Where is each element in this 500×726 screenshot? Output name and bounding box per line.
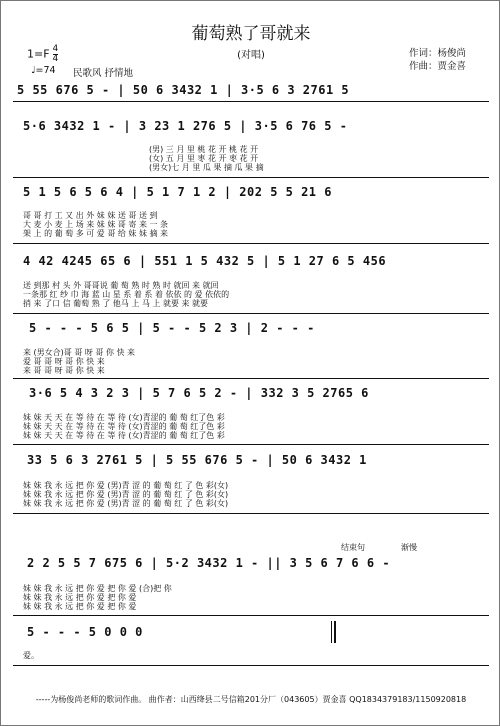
notation-row-2: 5·6 3432 1 - | 3 23 1 276 5 | 3·5 6 76 5 - (23, 119, 348, 133)
notation-row-7: 33 5 6 3 2761 5 | 5 55 676 5 - | 50 6 3432 1 (27, 453, 367, 467)
key-signature (27, 45, 58, 64)
song-subtitle: (对唱) (237, 50, 265, 61)
time-numerator: 4 (52, 44, 59, 54)
time-denominator: 4 (52, 54, 59, 64)
staff-rule (13, 378, 489, 379)
staff-rule (13, 101, 489, 102)
lyric-row-4-v1: 送 到那 村 头 外 哥哥说 葡 萄 熟 时 熟 时 就回 来 就回 (23, 281, 219, 290)
staff-rule (13, 615, 489, 616)
staff-rule (13, 513, 489, 514)
lyric-row-6-v1: 妹 妹 天 天 在 等 待 在 等 待 (女)青涩的 葡 萄 红了色 彩 (23, 413, 225, 422)
lyric-row-8-v1: 妹 妹 我 永 远 把 你 爱 把 你 爱 (合)把 你 (23, 584, 172, 593)
notation-row-1: 5 55 676 5 - | 50 6 3432 1 | 3·5 6 3 2761 5 (17, 83, 350, 97)
composer-credit: 作曲：贾金喜 (409, 61, 467, 72)
notation-row-9: 5 - - - 5 0 0 0 (27, 625, 143, 639)
lyric-row-7-v2: 妹 妹 我 永 远 把 你 爱 (男)青 涩 的 葡 萄 红 了 色 彩(女) (23, 490, 229, 499)
ritardando-mark: 渐慢 (401, 543, 417, 552)
ending-section-label: 结束句 (341, 543, 365, 552)
lyric-row-6-v3: 妹 妹 天 天 在 等 待 在 等 待 (女)青涩的 葡 萄 红了色 彩 (23, 431, 225, 440)
notation-row-4: 4 42 4245 65 6 | 551 1 5 432 5 | 5 1 27 6 5 456 (23, 254, 387, 268)
lyric-row-4-v2: 一条那 红 纱 巾 海 蓝 山 星 系 着 系 着 依依 的 爱 依依的 (23, 290, 230, 299)
staff-rule (13, 665, 489, 666)
lyric-row-5-v3: 来 哥 哥 呀 哥 你 快 来 (23, 366, 105, 375)
lyric-row-5-v2: 爱 哥 哥 呀 哥 你 快 来 (23, 357, 105, 366)
staff-rule (13, 313, 489, 314)
lyric-row-3-v1: 哥 哥 打 工 又 出 外 妹 妹 送 哥 送 到 (23, 211, 158, 220)
staff-rule (13, 177, 489, 178)
lyricist-credit: 作词：杨俊尚 (409, 48, 467, 59)
lyric-row-2-v1: (男) 三 月 里 桃 花 开 桃 花 开 (149, 145, 259, 154)
footer-credit: -----为杨俊尚老师的歌词作曲。 曲作者：山西绛县二号信箱201分厂（043605）贾金喜 QQ1834379183/1150920818 (35, 695, 467, 704)
lyric-row-2-v3: (男女)七 月 里 瓜 果 摘 瓜 果 摘 (149, 163, 264, 172)
time-signature (53, 45, 59, 64)
lyric-row-2-v2: (女) 五 月 里 枣 花 开 枣 花 开 (149, 154, 259, 163)
key-label: 1=F (27, 47, 50, 61)
song-title: 葡萄熟了哥就来 (191, 24, 311, 44)
lyric-row-7-v3: 妹 妹 我 永 远 把 你 爱 (男)青 涩 的 葡 萄 红 了 色 彩(女) (23, 499, 229, 508)
lyric-row-5-v1: 来 (男女合)哥 哥 呀 哥 你 快 来 (23, 348, 136, 357)
style-mark: 民歌风 抒情地 (73, 68, 134, 79)
notation-row-5: 5 - - - 5 6 5 | 5 - - 5 2 3 | 2 - - - (29, 321, 315, 335)
lyric-row-8-v2: 妹 妹 我 永 远 把 你 爱 把 你 爱 (23, 593, 137, 602)
tempo-mark: ♩=74 (31, 65, 56, 76)
lyric-row-8-v3: 妹 妹 我 永 远 把 你 爱 把 你 爱 (23, 602, 137, 611)
staff-rule (13, 243, 489, 244)
notation-row-6: 3·6 5 4 3 2 3 | 5 7 6 5 2 - | 332 3 5 2765 6 (29, 386, 369, 400)
lyric-row-4-v3: 捎 来 了口 信 葡萄 熟 了 他马 上 马 上 就要 来 就要 (23, 299, 209, 308)
lyric-row-9: 爱。 (23, 651, 39, 660)
notation-row-3: 5 1 5 6 5 6 4 | 5 1 7 1 2 | 202 5 5 21 6 (23, 185, 332, 199)
lyric-row-3-v2: 大 麦 小 麦 上 场 来 妹 妹 哥 寄 来 一 条 (23, 220, 169, 229)
notation-row-8: 2 2 5 5 7 675 6 | 5·2 3432 1 - || 3 5 6 7 6 6 - (27, 556, 391, 570)
double-barline-thick (334, 621, 336, 643)
double-barline (331, 621, 332, 643)
staff-rule (13, 444, 489, 445)
lyric-row-7-v1: 妹 妹 我 永 远 把 你 爱 (男)青 涩 的 葡 萄 红 了 色 彩(女) (23, 481, 229, 490)
lyric-row-3-v3: 架 上 的 葡 萄 多 可 爱 哥 给 妹 妹 摘 来 (23, 229, 169, 238)
lyric-row-6-v2: 妹 妹 天 天 在 等 待 在 等 待 (女)青涩的 葡 萄 红了色 彩 (23, 422, 225, 431)
